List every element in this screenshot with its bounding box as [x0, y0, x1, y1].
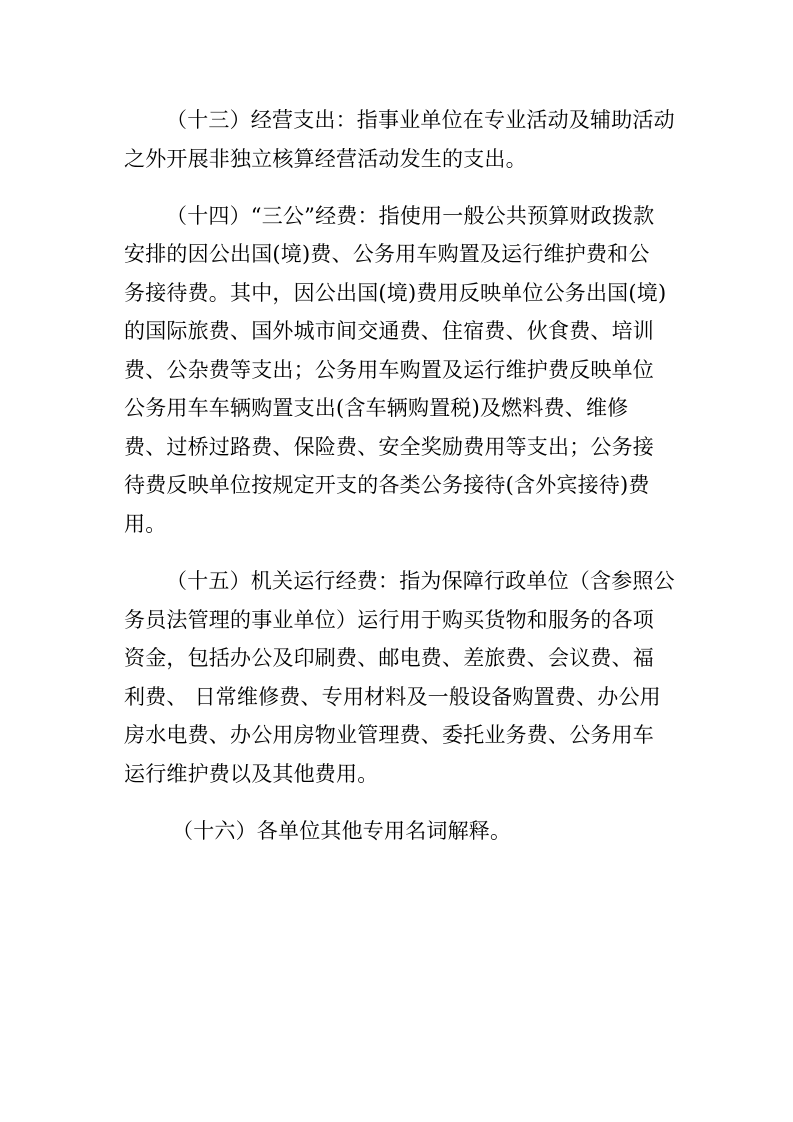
paragraph-13-line-1: （十三）经营支出：指事业单位在专业活动及辅助活动 — [166, 108, 675, 132]
paragraph-14-line-3: 务接待费。其中，因公出国(境)费用反映单位公务出国(境) — [124, 281, 667, 305]
paragraph-14-line-6: 公务用车车辆购置支出(含车辆购置税)及燃料费、维修 — [124, 396, 629, 420]
paragraph-13-line-2: 之外开展非独立核算经营活动发生的支出。 — [124, 147, 527, 171]
paragraph-15-line-6: 运行维护费以及其他费用。 — [124, 762, 379, 786]
paragraph-14-line-8: 待费反映单位按规定开支的各类公务接待(含外宾接待)费 — [124, 473, 650, 497]
paragraph-15-line-3: 资金，包括办公及印刷费、邮电费、差旅费、会议费、福 — [124, 646, 654, 670]
paragraph-15-line-1: （十五）机关运行经费：指为保障行政单位（含参照公 — [166, 569, 675, 593]
paragraph-15-line-4: 利费、 日常维修费、专用材料及一般设备购置费、办公用 — [124, 685, 661, 709]
paragraph-16-line-1: （十六）各单位其他专用名词解释。 — [172, 819, 512, 843]
paragraph-14-line-1: （十四）“三公”经费：指使用一般公共预算财政拨款 — [166, 204, 655, 228]
paragraph-15-line-2: 务员法管理的事业单位）运行用于购买货物和服务的各项 — [124, 608, 654, 632]
paragraph-14-line-5: 费、公杂费等支出；公务用车购置及运行维护费反映单位 — [124, 358, 654, 382]
paragraph-14-line-4: 的国际旅费、国外城市间交通费、住宿费、伙食费、培训 — [124, 319, 654, 343]
paragraph-15-line-5: 房水电费、办公用房物业管理费、委托业务费、公务用车 — [124, 723, 654, 747]
paragraph-14-line-7: 费、过桥过路费、保险费、安全奖励费用等支出；公务接 — [124, 435, 654, 459]
paragraph-14-line-2: 安排的因公出国(境)费、公务用车购置及运行维护费和公 — [124, 242, 650, 266]
paragraph-14-line-9: 用。 — [124, 512, 167, 536]
